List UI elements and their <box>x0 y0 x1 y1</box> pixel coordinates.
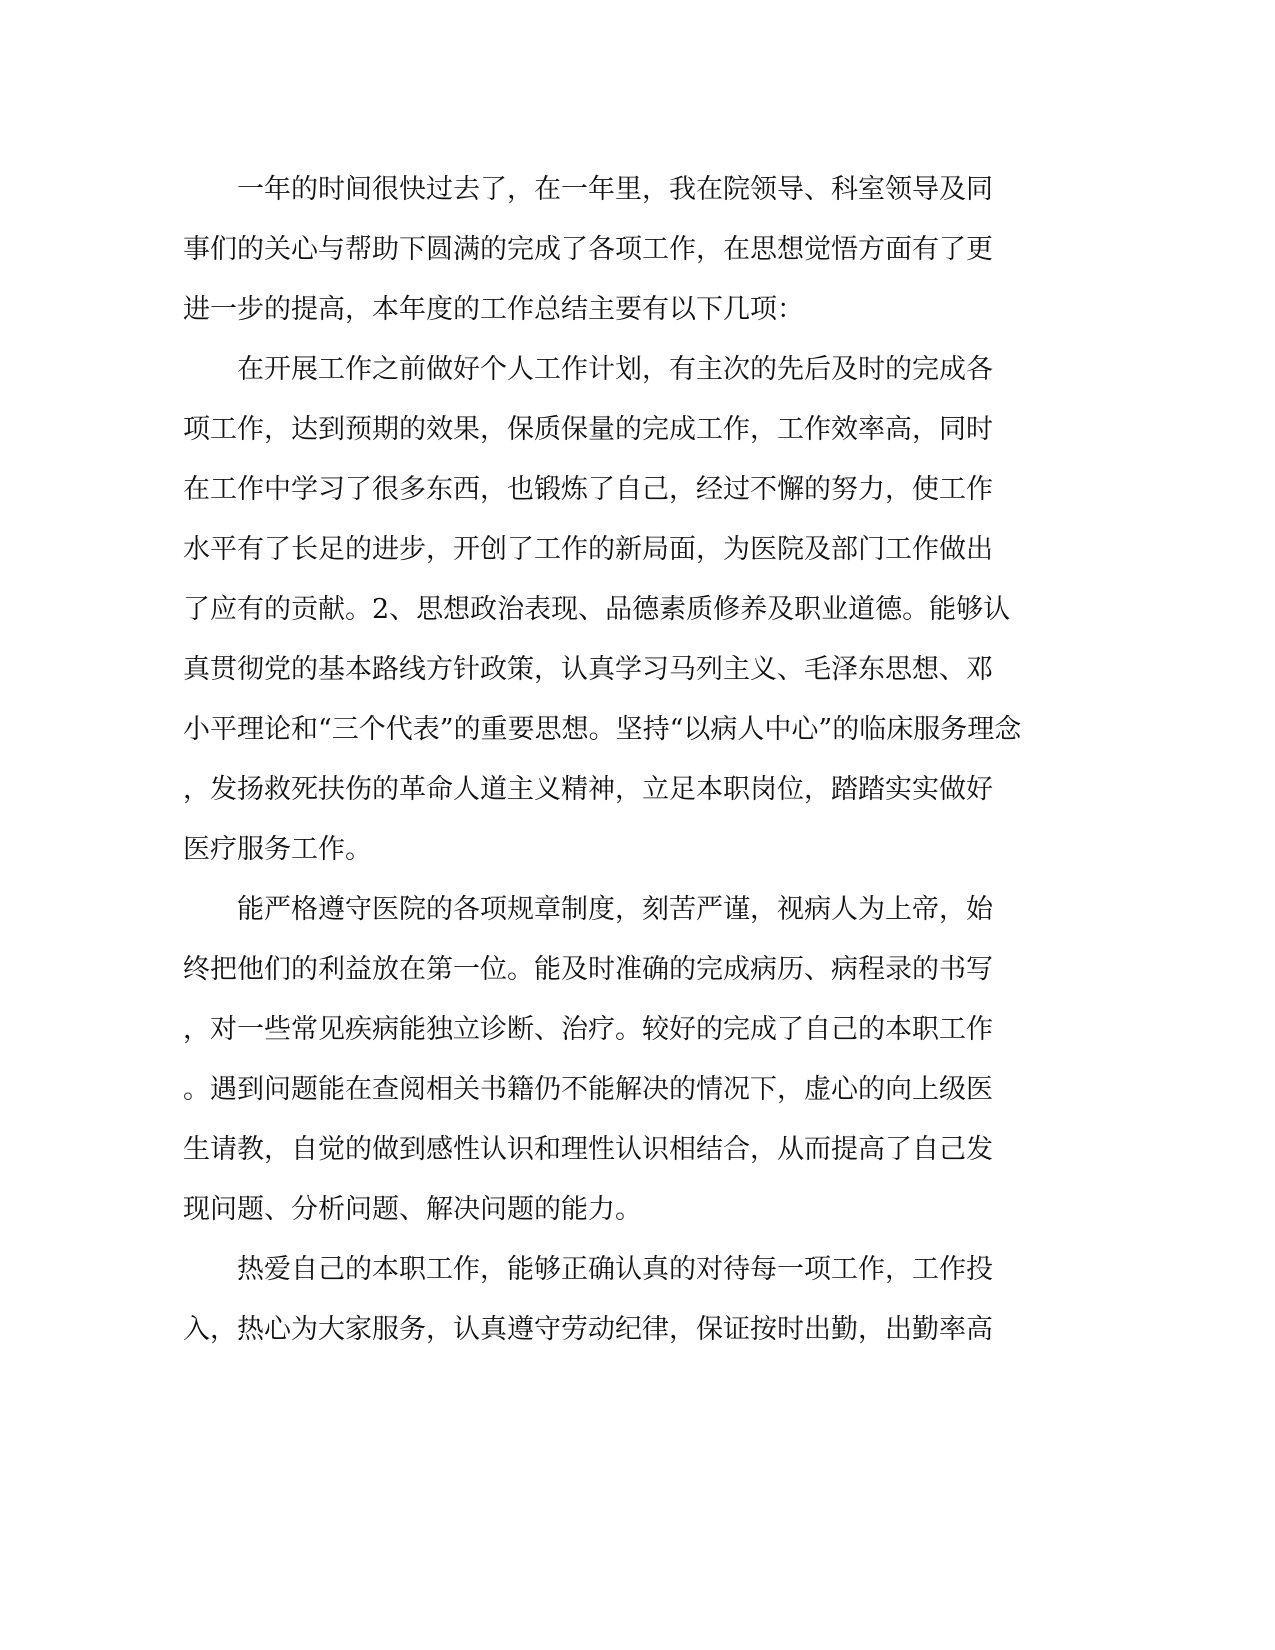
text-line: 项工作，达到预期的效果，保质保量的完成工作，工作效率高，同时 <box>183 414 993 445</box>
text-line: 在开展工作之前做好个人工作计划，有主次的先后及时的完成各 <box>183 354 993 385</box>
text-line: ，发扬救死扶伤的革命人道主义精神，立足本职岗位，踏踏实实做好 <box>183 774 993 805</box>
text-line: 真贯彻党的基本路线方针政策，认真学习马列主义、毛泽东思想、邓 <box>183 654 993 685</box>
paragraph-4 <box>183 1240 1063 1360</box>
body-text <box>183 160 1063 1360</box>
text-line: 现问题、分析问题、解决问题的能力。 <box>183 1194 642 1225</box>
text-line: 进一步的提高，本年度的工作总结主要有以下几项： <box>183 294 804 325</box>
paragraph-1 <box>183 160 1063 340</box>
text-line: ，对一些常见疾病能独立诊断、治疗。较好的完成了自己的本职工作 <box>183 1014 993 1045</box>
text-line: 水平有了长足的进步，开创了工作的新局面，为医院及部门工作做出 <box>183 534 993 565</box>
text-line: 一年的时间很快过去了，在一年里，我在院领导、科室领导及同 <box>183 174 993 205</box>
text-line: 终把他们的利益放在第一位。能及时准确的完成病历、病程录的书写 <box>183 954 993 985</box>
text-line: 入，热心为大家服务，认真遵守劳动纪律，保证按时出勤，出勤率高 <box>183 1314 993 1345</box>
text-line: 在工作中学习了很多东西，也锻炼了自己，经过不懈的努力，使工作 <box>183 474 993 505</box>
text-line: 小平理论和“三个代表”的重要思想。坚持“以病人中心”的临床服务理念 <box>183 714 1022 745</box>
text-line: 生请教，自觉的做到感性认识和理性认识相结合，从而提高了自己发 <box>183 1134 993 1165</box>
paragraph-3 <box>183 880 1063 1240</box>
text-line: 医疗服务工作。 <box>183 834 372 865</box>
text-line: 热爱自己的本职工作，能够正确认真的对待每一项工作，工作投 <box>183 1254 993 1285</box>
text-line: 事们的关心与帮助下圆满的完成了各项工作，在思想觉悟方面有了更 <box>183 234 993 265</box>
paragraph-2 <box>183 340 1063 880</box>
text-line: 了应有的贡献。2、思想政治表现、品德素质修养及职业道德。能够认 <box>183 594 1011 625</box>
text-line: 能严格遵守医院的各项规章制度，刻苦严谨，视病人为上帝，始 <box>183 894 993 925</box>
text-line: 。遇到问题能在查阅相关书籍仍不能解决的情况下，虚心的向上级医 <box>183 1074 993 1105</box>
